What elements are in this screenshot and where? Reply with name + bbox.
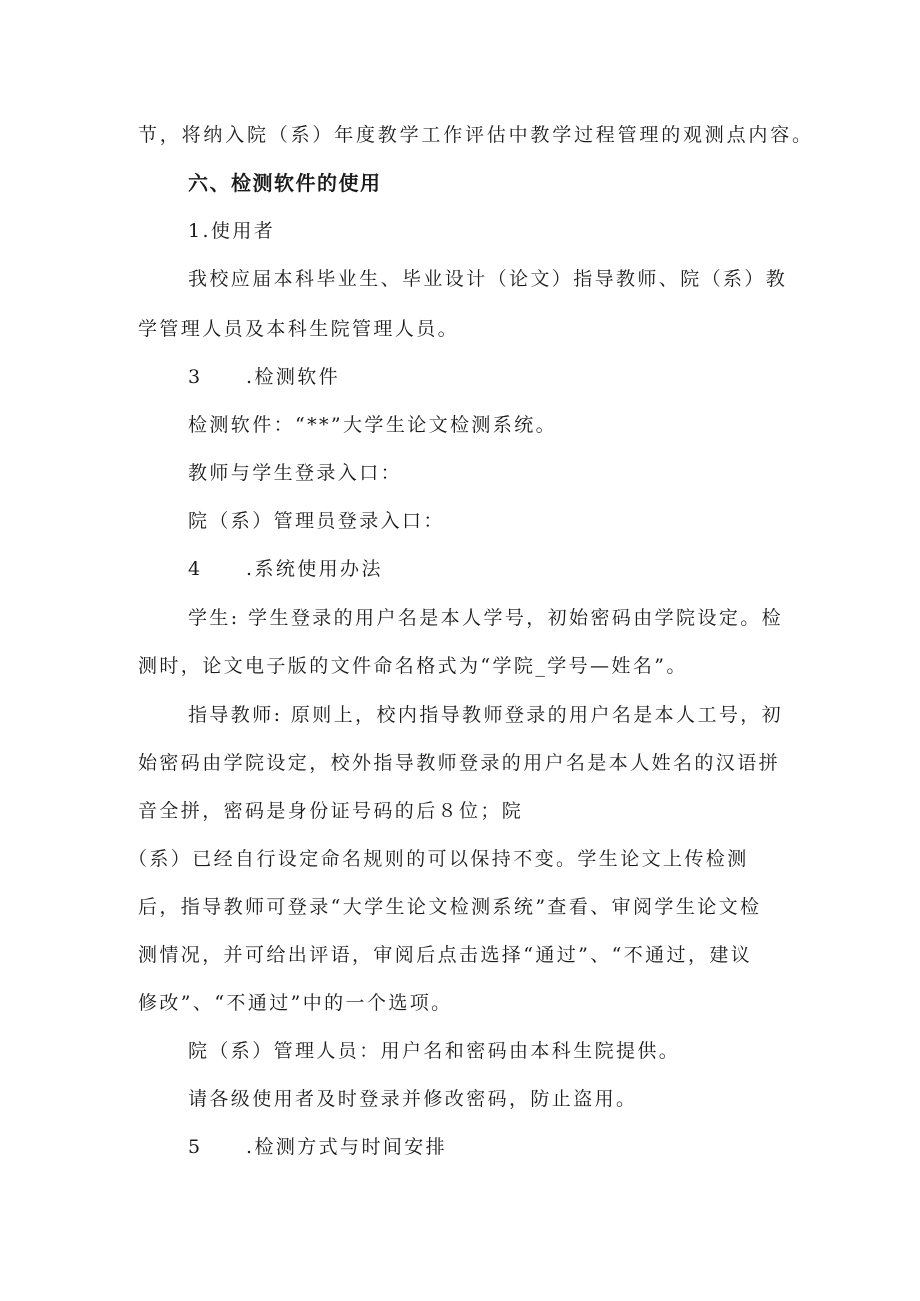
item1-body-line1: 我校应届本科毕业生、毕业设计（论文）指导教师、院（系）教	[188, 268, 788, 290]
advisor-line6: 测情况，并可给出评语，审阅后点击选择“通过”、“不通过，建议	[138, 944, 753, 966]
advisor-line1: 指导教师: 原则上，校内指导教师登录的用户名是本人工号，初	[188, 704, 784, 726]
advisor-line5: 后，指导教师可登录“大学生论文检测系统”查看、审阅学生论文检	[138, 896, 762, 918]
item4-number: 4	[188, 558, 203, 580]
item4-title: .系统使用办法	[246, 558, 383, 580]
item5-heading	[188, 1134, 447, 1160]
item3-title: .检测软件	[246, 366, 341, 388]
item5-number: 5	[188, 1136, 203, 1158]
admin-entry: 院（系）管理员登录入口：	[188, 510, 445, 532]
item3-heading	[188, 364, 340, 390]
section-heading: 六、检测软件的使用	[188, 171, 382, 195]
item1-title: 1.使用者	[188, 220, 276, 242]
teacher-student-entry: 教师与学生登录入口：	[188, 462, 403, 484]
item5-title: .检测方式与时间安排	[246, 1136, 448, 1158]
reminder: 请各级使用者及时登录并修改密码，防止盗用。	[188, 1088, 638, 1110]
software-name: 检测软件：“**”大学生论文检测系统。	[188, 414, 558, 436]
item1-body-line2: 学管理人员及本科生院管理人员。	[138, 318, 460, 340]
item4-heading	[188, 556, 383, 582]
item3-number: 3	[188, 366, 203, 388]
advisor-line3: 音全拼，密码是身份证号码的后８位；院	[138, 800, 524, 822]
advisor-line7: 修改”、“不通过”中的一个选项。	[138, 992, 453, 1014]
student-line1: 学生: 学生登录的用户名是本人学号，初始密码由学院设定。检	[188, 607, 784, 629]
admin-staff: 院（系）管理人员：用户名和密码由本科生院提供。	[188, 1040, 681, 1062]
intro-continuation: 节，将纳入院（系）年度教学工作评估中教学过程管理的观测点内容。	[138, 124, 814, 146]
advisor-line4: （系）已经自行设定命名规则的可以保持不变。学生论文上传检测	[128, 848, 749, 870]
student-line2: 测时，论文电子版的文件命名格式为“学院_学号—姓名”。	[138, 655, 688, 677]
advisor-line2: 始密码由学院设定，校外指导教师登录的用户名是本人姓名的汉语拼	[138, 752, 781, 774]
